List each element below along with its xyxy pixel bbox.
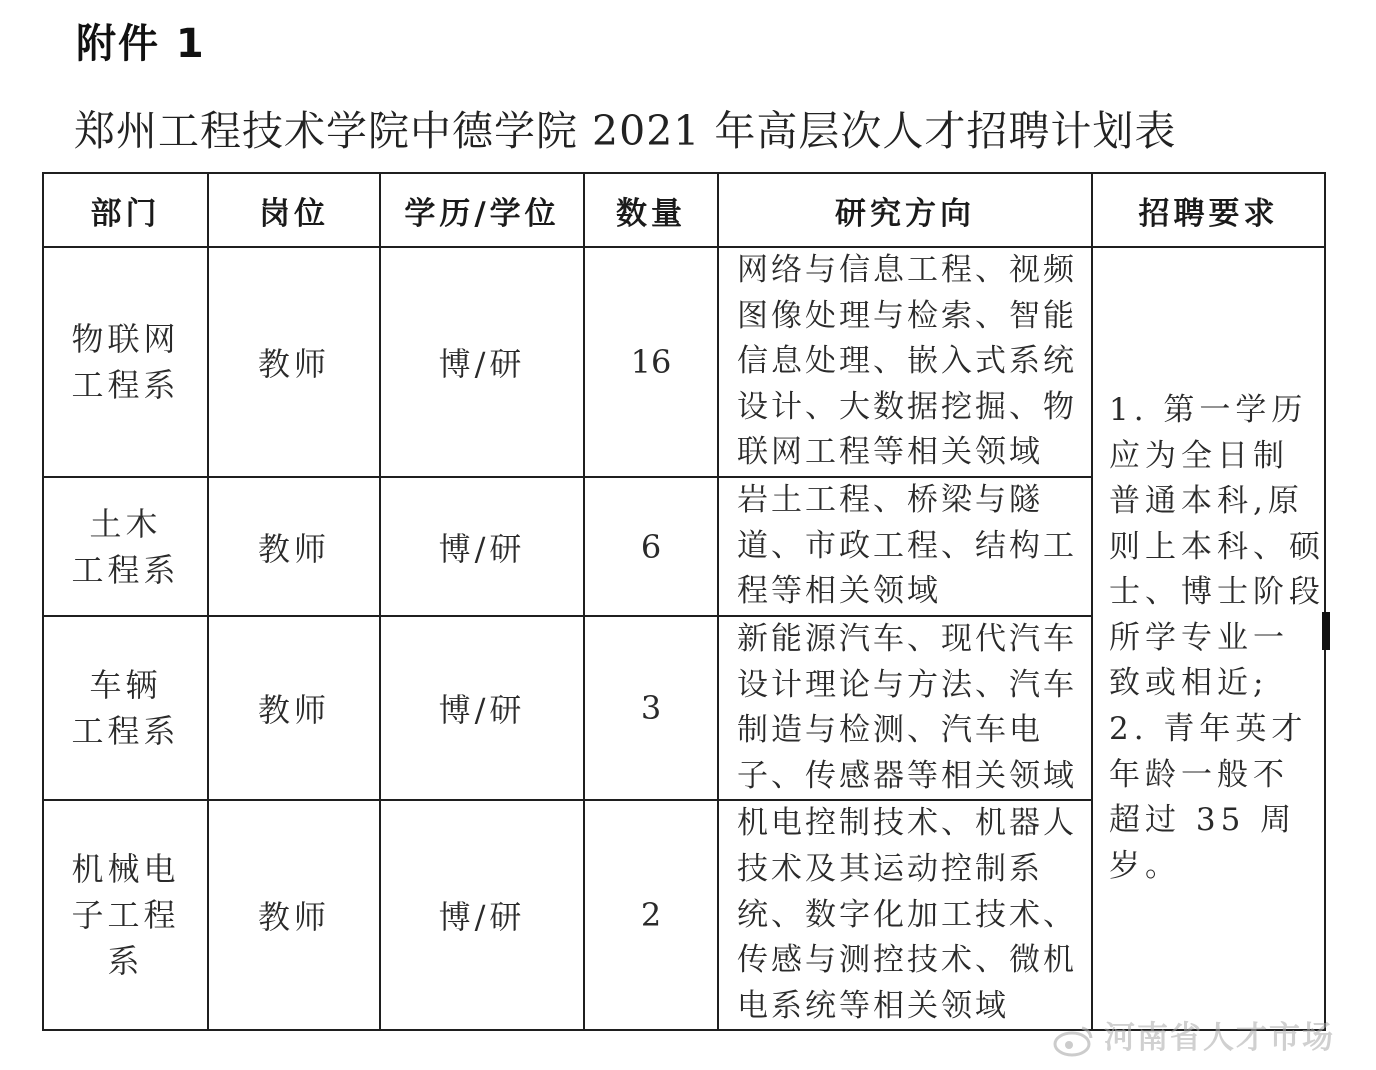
position-cell: 教师 xyxy=(208,477,380,616)
header-degree: 学历/学位 xyxy=(380,173,584,247)
department-line: 工程系 xyxy=(71,550,180,589)
degree-cell: 博/研 xyxy=(380,616,584,800)
department-line: 物联网 xyxy=(71,320,180,358)
research-line: 传感与测控技术、微机 xyxy=(737,942,1077,979)
requirement-line: 致或相近; xyxy=(1109,665,1269,702)
requirements-cell xyxy=(1092,247,1325,1030)
degree-cell: 博/研 xyxy=(380,477,584,616)
department-line: 车辆 xyxy=(89,666,162,705)
header-department: 部门 xyxy=(43,173,208,247)
table-header-row xyxy=(43,173,1325,247)
attachment-label: 附件 1 xyxy=(76,21,206,67)
department-cell xyxy=(43,616,208,800)
department-cell xyxy=(43,800,208,1030)
research-line: 电系统等相关领域 xyxy=(737,987,1009,1024)
research-line: 信息处理、嵌入式系统 xyxy=(737,343,1077,380)
department-line: 工程系 xyxy=(71,366,180,404)
requirement-line: 所学专业一 xyxy=(1109,619,1289,656)
requirement-line: 岁。 xyxy=(1109,847,1181,884)
position-cell: 教师 xyxy=(208,800,380,1030)
table-row xyxy=(43,247,1325,477)
research-direction-cell xyxy=(718,616,1092,800)
research-line: 制造与检测、汽车电 xyxy=(737,712,1043,749)
department-cell xyxy=(43,247,208,477)
research-line: 道、市政工程、结构工 xyxy=(737,527,1077,564)
research-line: 新能源汽车、现代汽车 xyxy=(737,621,1077,657)
department-line: 子工程 xyxy=(71,896,180,935)
header-requirements: 招聘要求 xyxy=(1092,173,1325,247)
requirement-line: 年龄一般不 xyxy=(1109,756,1289,793)
requirement-line: 2. 青年英才 xyxy=(1109,711,1308,748)
requirement-line: 普通本科,原 xyxy=(1109,483,1304,520)
weibo-logo-icon xyxy=(1052,1022,1096,1058)
research-line: 设计理论与方法、汽车 xyxy=(737,666,1077,703)
department-cell xyxy=(43,477,208,616)
watermark-text: 河南省人才市场 xyxy=(1104,1020,1335,1056)
research-line: 网络与信息工程、视频 xyxy=(737,252,1077,288)
research-direction-cell xyxy=(718,247,1092,477)
document-title: 郑州工程技术学院中德学院 2021 年高层次人才招聘计划表 xyxy=(74,107,1177,155)
requirement-line: 则上本科、硕 xyxy=(1109,528,1325,565)
research-line: 子、传感器等相关领域 xyxy=(737,757,1077,794)
department-line: 土木 xyxy=(89,504,162,543)
quantity-cell: 6 xyxy=(584,477,718,616)
requirement-line: 超过 35 周 xyxy=(1109,802,1297,839)
research-line: 统、数字化加工技术、 xyxy=(737,896,1077,933)
degree-cell: 博/研 xyxy=(380,247,584,477)
quantity-cell: 3 xyxy=(584,616,718,800)
requirement-line: 士、博士阶段 xyxy=(1109,574,1325,611)
research-direction-cell xyxy=(718,477,1092,616)
quantity-cell: 2 xyxy=(584,800,718,1030)
requirement-line: 1. 第一学历 xyxy=(1109,391,1308,428)
research-line: 技术及其运动控制系 xyxy=(737,850,1043,887)
requirement-line: 应为全日制 xyxy=(1109,437,1289,474)
department-line: 工程系 xyxy=(71,712,180,751)
department-line: 机械电 xyxy=(71,850,180,889)
position-cell: 教师 xyxy=(208,616,380,800)
research-line: 图像处理与检索、智能 xyxy=(737,297,1077,334)
research-direction-cell xyxy=(718,800,1092,1030)
header-position: 岗位 xyxy=(208,173,380,247)
position-cell: 教师 xyxy=(208,247,380,477)
department-line: 系 xyxy=(107,942,144,981)
research-line: 岩土工程、桥梁与隧 xyxy=(737,482,1043,518)
research-line: 机电控制技术、机器人 xyxy=(737,805,1077,842)
quantity-cell: 16 xyxy=(584,247,718,477)
watermark xyxy=(1052,1012,1335,1058)
research-line: 设计、大数据挖掘、物 xyxy=(737,388,1077,425)
recruitment-plan-table xyxy=(42,172,1326,1031)
research-line: 联网工程等相关领域 xyxy=(737,434,1043,471)
research-line: 程等相关领域 xyxy=(737,573,941,610)
header-quantity: 数量 xyxy=(584,173,718,247)
header-research-direction: 研究方向 xyxy=(718,173,1092,247)
degree-cell: 博/研 xyxy=(380,800,584,1030)
edge-mark xyxy=(1322,612,1330,650)
